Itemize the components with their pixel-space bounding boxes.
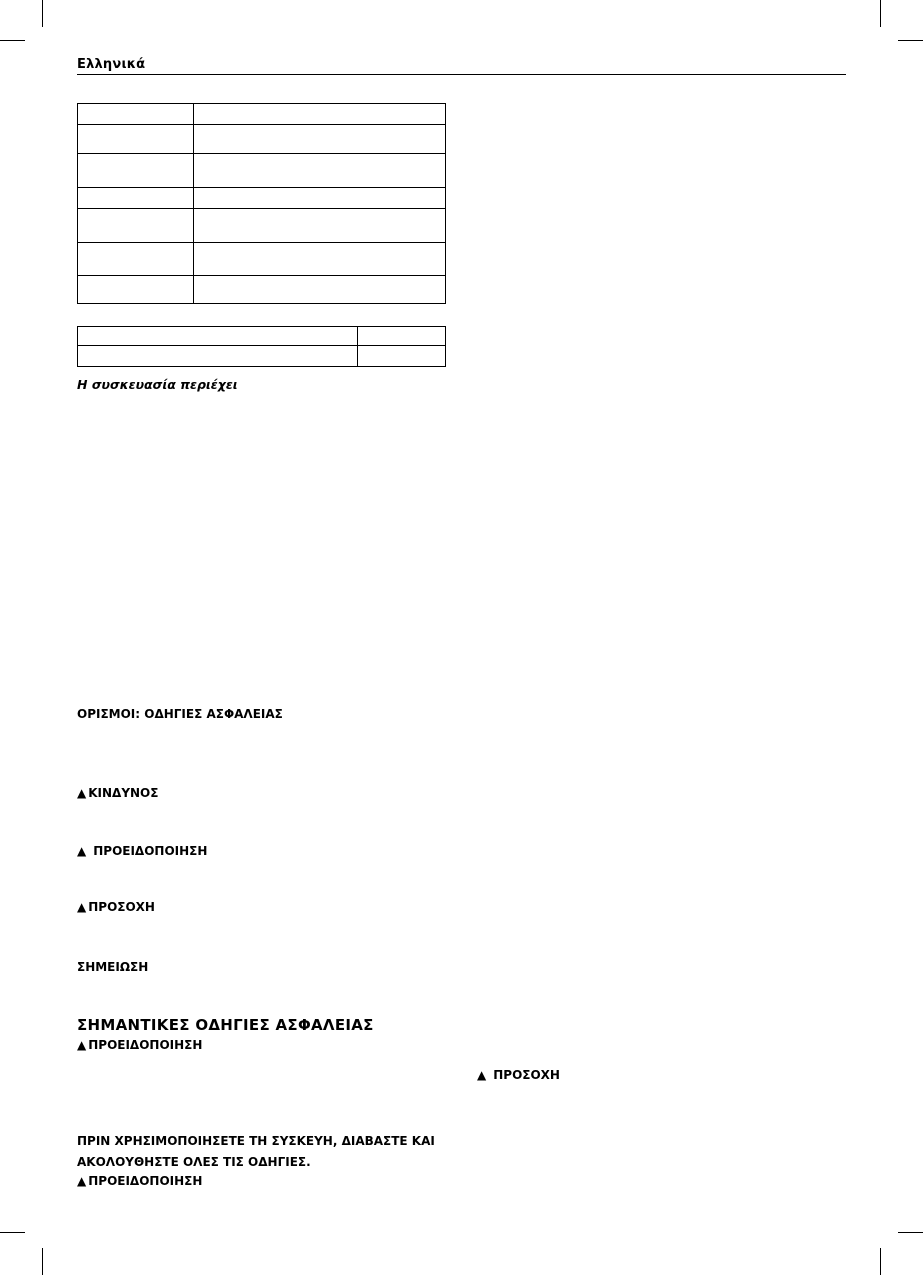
- read-instructions-line-1: ΠΡΙΝ ΧΡΗΣΙΜΟΠΟΙΗΣΕΤΕ ΤΗ ΣΥΣΚΕΥΗ, ΔΙΑΒΑΣΤΕ ΚΑΙ: [77, 1134, 435, 1148]
- table-cell: [194, 125, 446, 154]
- warning-triangle-icon: ▲: [77, 1174, 87, 1188]
- table-cell: [78, 327, 358, 346]
- spec-table: [77, 103, 446, 304]
- important-safety-heading: ΣΗΜΑΝΤΙΚΕΣ ΟΔΗΓΙΕΣ ΑΣΦΑΛΕΙΑΣ: [77, 1016, 374, 1034]
- table-cell: [78, 346, 358, 367]
- read-instructions-line-2: ΑΚΟΛΟΥΘΗΣΤΕ ΟΛΕΣ ΤΙΣ ΟΔΗΓΙΕΣ.: [77, 1155, 311, 1169]
- important-warning-label: [77, 1038, 202, 1052]
- crop-mark: [42, 1248, 43, 1275]
- warning-label: [77, 844, 207, 858]
- caution-right-text: ΠΡΟΣΟΧΗ: [493, 1068, 560, 1082]
- table-cell: [78, 188, 194, 209]
- crop-mark: [0, 1232, 25, 1233]
- warning-triangle-icon: ▲: [77, 900, 87, 914]
- crop-mark: [880, 1248, 881, 1275]
- crop-mark: [898, 1232, 923, 1233]
- caution-label: [77, 900, 155, 914]
- crop-mark: [0, 40, 25, 41]
- table-row: [78, 104, 446, 125]
- table-cell: [78, 209, 194, 243]
- crop-mark: [42, 0, 43, 27]
- table-row: [78, 125, 446, 154]
- warning-triangle-icon: ▲: [77, 1038, 87, 1052]
- table-row: [78, 346, 446, 367]
- header-rule: [77, 74, 846, 75]
- warning-triangle-icon: ▲: [477, 1068, 487, 1082]
- note-label: ΣΗΜΕΙΩΣΗ: [77, 960, 149, 974]
- table-row: [78, 154, 446, 188]
- table-row: [78, 276, 446, 304]
- important-warning-text-2: ΠΡΟΕΙΔΟΠΟΙΗΣΗ: [88, 1174, 203, 1188]
- page-language-header: Ελληνικά: [77, 57, 146, 72]
- table-row: [78, 188, 446, 209]
- table-cell: [78, 243, 194, 276]
- crop-mark: [880, 0, 881, 27]
- package-contents-heading: Η συσκευασία περιέχει: [77, 377, 238, 392]
- table-cell: [194, 243, 446, 276]
- warning-text: ΠΡΟΕΙΔΟΠΟΙΗΣΗ: [93, 844, 208, 858]
- table-cell: [78, 154, 194, 188]
- warning-triangle-icon: ▲: [77, 844, 87, 858]
- table-cell: [194, 209, 446, 243]
- table-cell: [194, 104, 446, 125]
- table-cell: [78, 276, 194, 304]
- table-cell: [78, 125, 194, 154]
- crop-mark: [898, 40, 923, 41]
- important-warning-label-2: [77, 1174, 202, 1188]
- definitions-heading: ΟΡΙΣΜΟΙ: ΟΔΗΓΙΕΣ ΑΣΦΑΛΕΙΑΣ: [77, 707, 283, 721]
- table-row: [78, 327, 446, 346]
- table-row: [78, 243, 446, 276]
- table-cell: [358, 346, 446, 367]
- table-cell: [358, 327, 446, 346]
- warning-triangle-icon: ▲: [77, 786, 87, 800]
- small-table: [77, 326, 446, 367]
- table-cell: [194, 276, 446, 304]
- table-cell: [194, 154, 446, 188]
- caution-right-label: [477, 1068, 560, 1082]
- table-cell: [78, 104, 194, 125]
- danger-label: [77, 786, 158, 800]
- danger-text: ΚΙΝΔΥΝΟΣ: [88, 786, 159, 800]
- table-row: [78, 209, 446, 243]
- important-warning-text: ΠΡΟΕΙΔΟΠΟΙΗΣΗ: [88, 1038, 203, 1052]
- caution-text: ΠΡΟΣΟΧΗ: [88, 900, 155, 914]
- table-cell: [194, 188, 446, 209]
